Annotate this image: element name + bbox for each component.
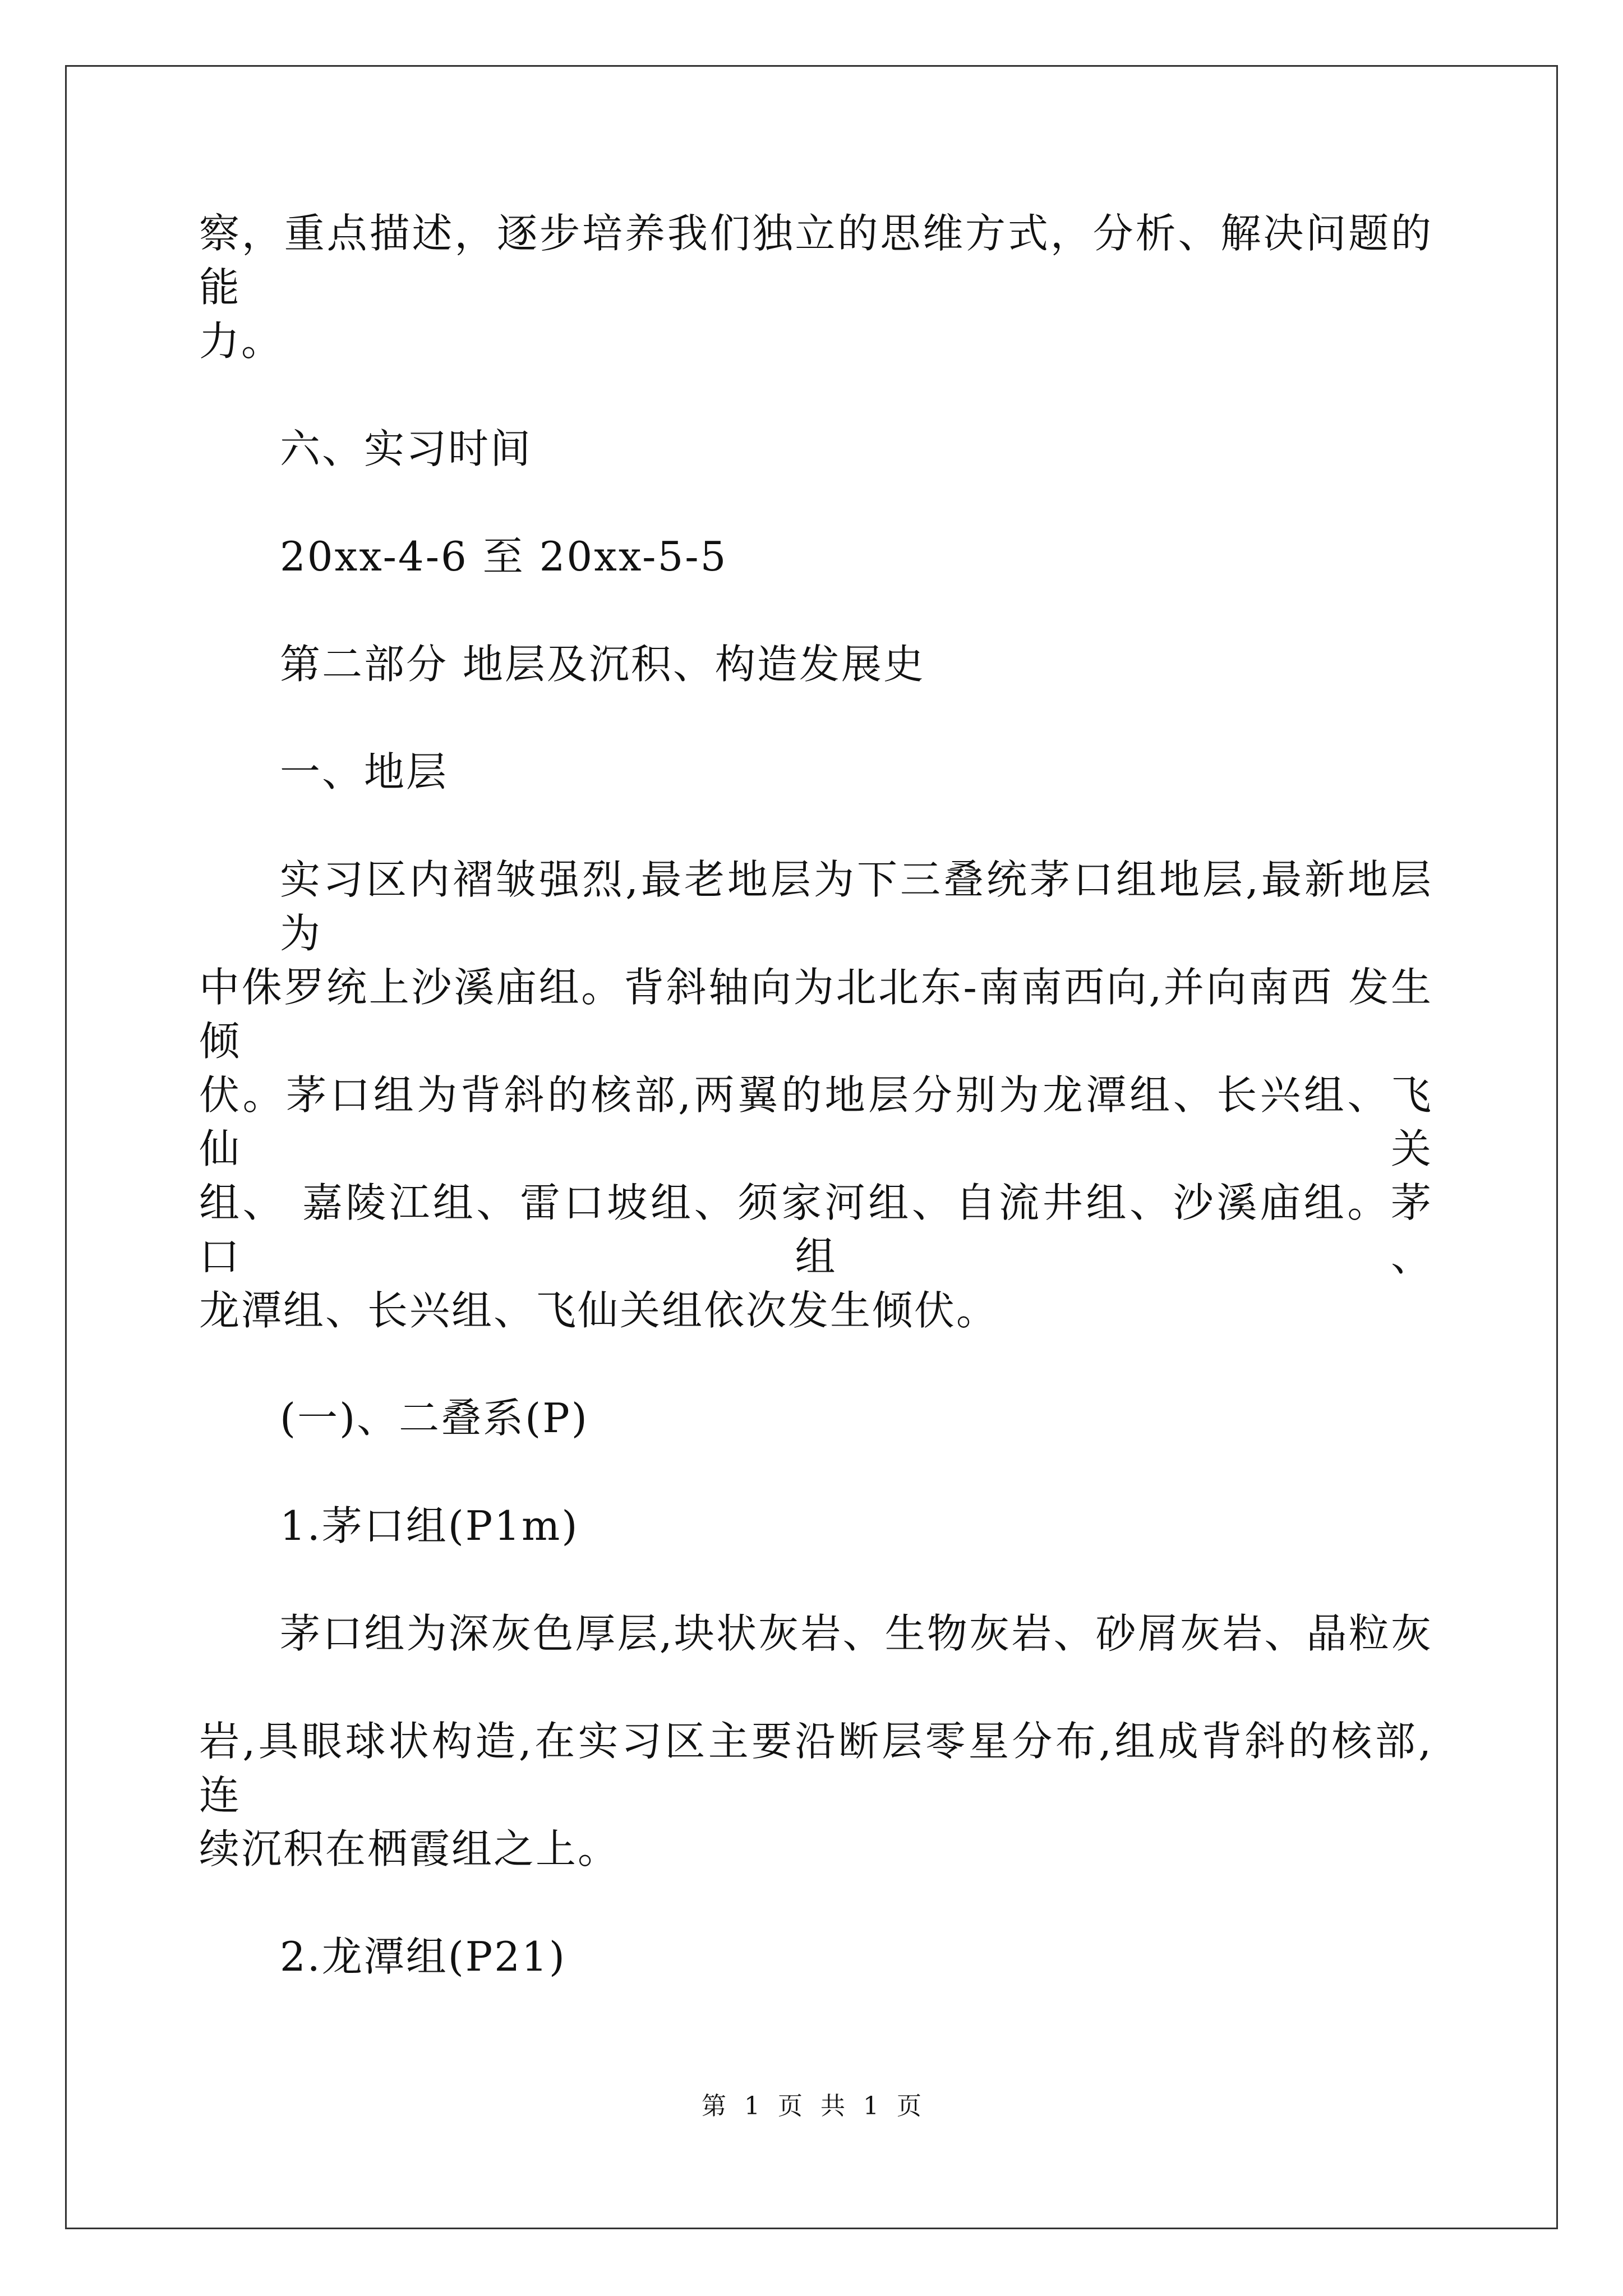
paragraph-line: 察，重点描述，逐步培养我们独立的思维方式，分析、解决问题的能: [199, 210, 1433, 311]
paragraph-line: 续沉积在栖霞组之上。: [199, 1825, 620, 1872]
item-heading: 1.茅口组(P1m): [280, 1502, 579, 1549]
document-body: [199, 206, 1433, 1984]
paragraph-line: 龙潭组、长兴组、飞仙关组依次发生倾伏。: [199, 1287, 999, 1334]
paragraph-line: 实习区内褶皱强烈,最老地层为下三叠统茅口组地层,最新地层为: [280, 856, 1433, 957]
date-range: 20xx-4-6 至 20xx-5-5: [280, 533, 728, 580]
section-heading: 六、实习时间: [280, 425, 533, 472]
paragraph-line: 中侏罗统上沙溪庙组。背斜轴向为北北东-南南西向,并向南西 发生倾: [199, 964, 1433, 1065]
part-heading: 第二部分 地层及沉积、构造发展史: [280, 641, 925, 688]
item-heading: 2.龙潭组(P21): [280, 1933, 566, 1980]
page-number-footer: 第 1 页 共 1 页: [702, 2092, 921, 2120]
paragraph-line: 伏。茅口组为背斜的核部,两翼的地层分别为龙潭组、长兴组、飞仙关: [199, 1071, 1433, 1172]
subsection-heading: (一)、二叠系(P): [280, 1395, 589, 1442]
paragraph-line: 组、 嘉陵江组、雷口坡组、须家河组、自流井组、沙溪庙组。茅口组、: [199, 1179, 1433, 1280]
paragraph-line: 岩,具眼球状构造,在实习区主要沿断层零星分布,组成背斜的核部,连: [199, 1718, 1433, 1819]
section-heading: 一、地层: [280, 748, 449, 795]
paragraph-line: 茅口组为深灰色厚层,块状灰岩、生物灰岩、砂屑灰岩、晶粒灰: [280, 1610, 1433, 1657]
paragraph-line: 力。: [199, 318, 284, 365]
